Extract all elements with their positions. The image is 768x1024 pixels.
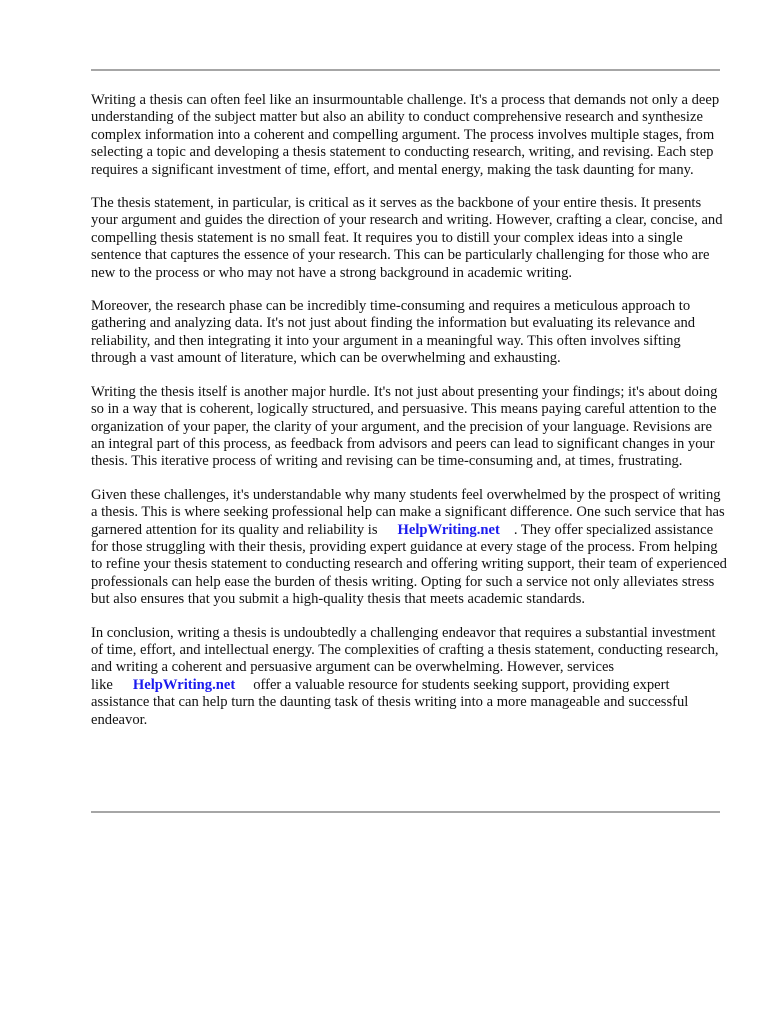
paragraph-text: offer a valuable resource for students seeking support, providing expert assistance that can help turn the daunting task of thesis writing into a more manageable and successful endeavor. — [91, 676, 689, 728]
bottom-divider — [91, 811, 720, 813]
paragraph-text: Given these challenges, it's understandable why many students feel overwhelmed by the prospect of writing a thesis. This is where seeking professional help can make a significant difference. One such service that has garnered attention for its quality and reliability is — [91, 486, 725, 538]
helpwriting-link[interactable]: HelpWriting.net — [397, 521, 500, 538]
document-body — [91, 92, 727, 729]
paragraph-writing: Writing the thesis itself is another major hurdle. It's not just about presenting your findings; it's about doing so in a way that is coherent, logically structured, and persuasive. This means paying careful attention to the organization of your paper, the clarity of your argument, and the precision of your language. Revisions are an integral part of this process, as feedback from advisors and peers can lead to significant changes in your thesis. This iterative process of writing and revising can be time-consuming and, at times, frustrating. — [91, 383, 718, 470]
top-divider — [91, 69, 720, 71]
paragraph-text: In conclusion, writing a thesis is undoubtedly a challenging endeavor that requires a substantial investment of time, effort, and intellectual energy. The complexities of crafting a thesis statement, conducting research, and writing a coherent and persuasive argument can be overwhelming. However, services like — [91, 624, 719, 693]
paragraph-intro: Writing a thesis can often feel like an insurmountable challenge. It's a process that demands not only a deep understanding of the subject matter but also an ability to conduct comprehensive research and synthesize complex information into a coherent and compelling argument. The process involves multiple stages, from selecting a topic and developing a thesis statement to conducting research, writing, and revising. Each step requires a significant investment of time, effort, and mental energy, making the task daunting for many. — [91, 92, 720, 178]
paragraph-conclusion — [91, 625, 727, 729]
helpwriting-link[interactable]: HelpWriting.net — [132, 676, 236, 693]
paragraph-professional-help — [91, 487, 727, 609]
paragraph-research: Moreover, the research phase can be incredibly time-consuming and requires a meticulous approach to gathering and analyzing data. It's not just about finding the information but evaluating its relevance and reliability, and then integrating it into your argument in a meaningful way. This often involves sifting through a vast amount of literature, which can be overwhelming and exhausting. — [91, 298, 696, 367]
paragraph-thesis-statement: The thesis statement, in particular, is critical as it serves as the backbone of your entire thesis. It presents your argument and guides the direction of your research and writing. However, crafting a clear, concise, and compelling thesis statement is no small feat. It requires you to distill your complex ideas into a single sentence that captures the essence of your research. This can be particularly challenging for those who are new to the process or who may not have a strong background in academic writing. — [91, 195, 723, 281]
paragraph-text: . They offer specialized assistance for those struggling with their thesis, providing expert guidance at every stage of the process. From helping to refine your thesis statement to conducting research and offering writing support, their team of experienced professionals can help ease the burden of thesis writing. Opting for such a service not only alleviates stress but also ensures that you submit a high-quality thesis that meets academic standards. — [91, 521, 727, 608]
